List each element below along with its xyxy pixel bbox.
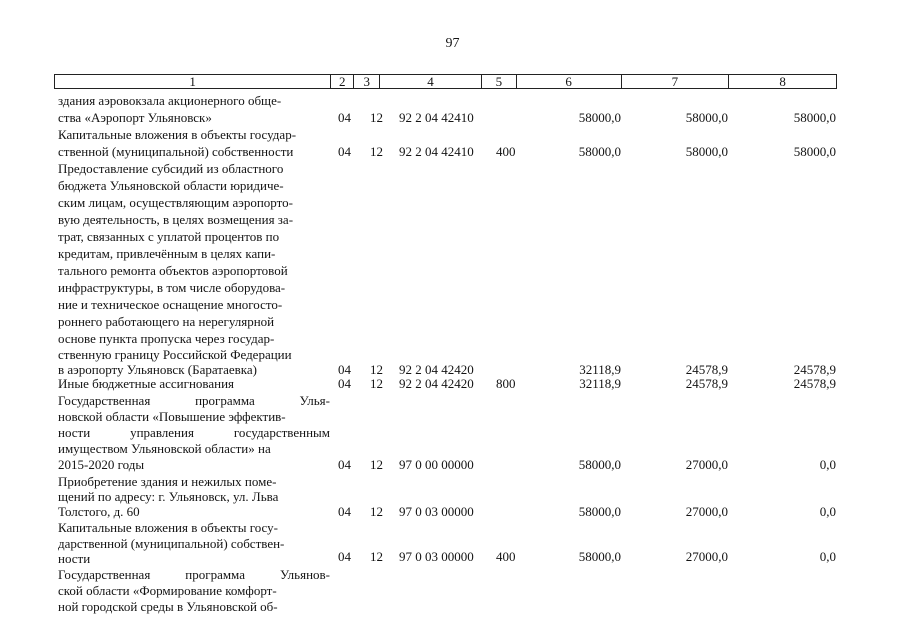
row-name-line: Предоставление субсидий из областного: [58, 161, 284, 176]
row-name-line: ние и техническое оснащение многосто-: [58, 297, 283, 312]
row-name-line: ским лицам, осуществляющим аэропорто-: [58, 195, 293, 210]
row-name-line: инфраструктуры, в том числе оборудова-: [58, 280, 286, 295]
row-name-line: тального ремонта объектов аэропортовой: [58, 263, 288, 278]
row-name-line: ности: [58, 551, 91, 566]
row-cell-expense-type: 400: [496, 549, 516, 564]
row-cell-target-code: 92 2 04 42420: [399, 362, 474, 377]
row-cell-amount-2: 27000,0: [685, 457, 728, 472]
row-name-line: Иные бюджетные ассигнования: [58, 376, 235, 391]
row-cell-amount-3: 58000,0: [793, 144, 836, 159]
row-name-line: ственную границу Российской Федерации: [58, 347, 292, 362]
row-name-line: ственной (муниципальной) собственности: [58, 144, 294, 159]
row-cell-amount-3: 24578,9: [793, 376, 836, 391]
row-cell-amount-3: 0,0: [819, 549, 836, 564]
header-col-2: 2: [331, 75, 354, 88]
row-cell-expense-type: 800: [496, 376, 516, 391]
row-name-line: новской области «Повышение эффектив-: [58, 409, 286, 424]
row-name-line: щений по адресу: г. Ульяновск, ул. Льва: [58, 489, 279, 504]
row-cell-amount-1: 58000,0: [578, 110, 621, 125]
header-col-6: 6: [517, 75, 622, 88]
row-cell-amount-2: 24578,9: [685, 362, 728, 377]
header-col-3: 3: [354, 75, 380, 88]
row-cell-amount-2: 58000,0: [685, 110, 728, 125]
row-cell-amount-2: 24578,9: [685, 376, 728, 391]
row-cell-amount-1: 58000,0: [578, 144, 621, 159]
row-name-line: кредитам, привлечённым в целях капи-: [58, 246, 276, 261]
row-cell-subchapter: 12: [370, 376, 383, 391]
table-header: [54, 74, 837, 89]
row-cell-amount-1: 32118,9: [579, 376, 621, 391]
row-cell-amount-2: 58000,0: [685, 144, 728, 159]
row-name-line: Приобретение здания и нежилых поме-: [58, 474, 277, 489]
row-cell-subchapter: 12: [370, 144, 383, 159]
row-name-line: Капитальные вложения в объекты государ-: [58, 127, 297, 142]
page-number: 97: [445, 36, 460, 51]
row-cell-target-code: 97 0 03 00000: [399, 504, 474, 519]
row-name-line: ства «Аэропорт Ульяновск»: [58, 110, 212, 125]
row-name-line: Капитальные вложения в объекты госу-: [58, 520, 278, 535]
row-cell-amount-1: 58000,0: [578, 549, 621, 564]
row-cell-subchapter: 12: [370, 457, 383, 472]
row-cell-chapter: 04: [338, 376, 351, 391]
header-col-7: 7: [622, 75, 730, 88]
row-cell-chapter: 04: [338, 549, 351, 564]
row-cell-target-code: 92 2 04 42420: [399, 376, 474, 391]
header-col-5: 5: [482, 75, 517, 88]
row-cell-chapter: 04: [338, 504, 351, 519]
row-name-line: основе пункта пропуска через государ-: [58, 331, 275, 346]
row-name-line: бюджета Ульяновской области юридиче-: [58, 178, 284, 193]
row-cell-subchapter: 12: [370, 110, 383, 125]
row-cell-amount-3: 58000,0: [793, 110, 836, 125]
row-name-line: дарственной (муниципальной) собствен-: [58, 536, 285, 551]
row-cell-amount-1: 58000,0: [578, 457, 621, 472]
row-name-line: Государственная программа Улья-: [58, 393, 330, 408]
header-col-1: 1: [55, 75, 331, 88]
row-cell-target-code: 97 0 03 00000: [399, 549, 474, 564]
row-name-line: в аэропорту Ульяновск (Баратаевка): [58, 362, 258, 377]
header-col-8: 8: [779, 74, 786, 89]
row-cell-chapter: 04: [338, 110, 351, 125]
row-name-line: Толстого, д. 60: [58, 504, 140, 519]
row-name-line: имуществом Ульяновской области» на: [58, 441, 271, 456]
row-cell-subchapter: 12: [370, 362, 383, 377]
row-name-line: ности управления государственным: [58, 425, 330, 440]
row-cell-subchapter: 12: [370, 549, 383, 564]
row-cell-chapter: 04: [338, 144, 351, 159]
row-cell-target-code: 92 2 04 42410: [399, 144, 474, 159]
row-cell-amount-1: 32118,9: [579, 362, 621, 377]
row-cell-expense-type: 400: [496, 144, 516, 159]
row-name-line: вую деятельность, в целях возмещения за-: [58, 212, 294, 227]
row-name-line: ской области «Формирование комфорт-: [58, 583, 277, 598]
row-cell-amount-3: 0,0: [819, 504, 836, 519]
row-name-line: 2015-2020 годы: [58, 457, 145, 472]
row-cell-subchapter: 12: [370, 504, 383, 519]
row-name-line: Государственная программа Ульянов-: [58, 567, 330, 582]
row-cell-target-code: 97 0 00 00000: [399, 457, 474, 472]
row-name-line: ной городской среды в Ульяновской об-: [58, 599, 278, 614]
row-cell-chapter: 04: [338, 362, 351, 377]
row-cell-chapter: 04: [338, 457, 351, 472]
header-col-4: 4: [380, 75, 482, 88]
row-name-line: здания аэровокзала акционерного обще-: [58, 93, 282, 108]
row-cell-amount-3: 0,0: [819, 457, 836, 472]
row-cell-amount-2: 27000,0: [685, 504, 728, 519]
row-cell-amount-3: 24578,9: [793, 362, 836, 377]
row-name-line: трат, связанных с уплатой процентов по: [58, 229, 280, 244]
row-cell-target-code: 92 2 04 42410: [399, 110, 474, 125]
row-name-line: роннего работающего на нерегулярной: [58, 314, 275, 329]
row-cell-amount-2: 27000,0: [685, 549, 728, 564]
row-cell-amount-1: 58000,0: [578, 504, 621, 519]
